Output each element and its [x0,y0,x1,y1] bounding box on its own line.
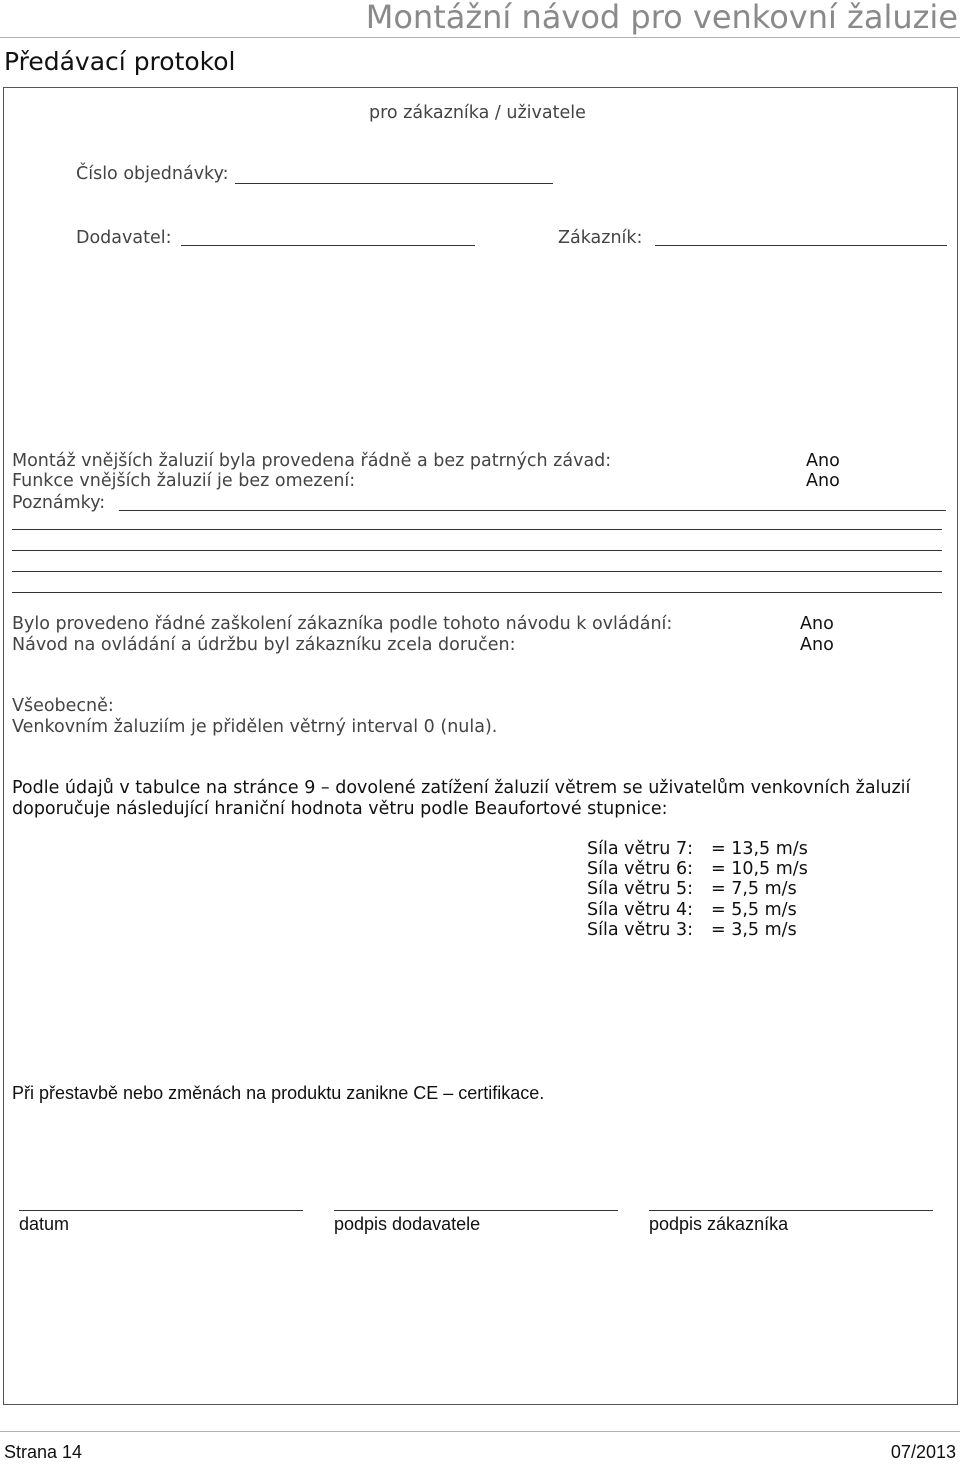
wind-force-label: Síla větru 6: [587,859,693,879]
check-manual-label: Návod na ovládání a údržbu byl zákazníku zcela doručen: [12,635,516,655]
wind-speed-value: = 5,5 m/s [711,900,797,920]
check-installation-value: Ano [806,451,840,471]
footer-rule [0,1431,960,1432]
supplier-signature-label: podpis dodavatele [334,1214,481,1234]
wind-speed-value: = 7,5 m/s [711,879,797,899]
header-rule [0,37,960,38]
notes-line[interactable] [12,592,942,593]
wind-force-label: Síla větru 4: [587,900,693,920]
wind-speed-value: = 13,5 m/s [711,839,808,859]
customer-label: Zákazník: [558,228,643,248]
check-function-label: Funkce vnějších žaluzií je bez omezení: [12,471,356,491]
check-installation-label: Montáž vnějších žaluzií byla provedena řádně a bez patrných závad: [12,451,612,471]
date-signature-line[interactable] [19,1210,303,1211]
check-training-value: Ano [800,614,834,634]
wind-paragraph-line2: doporučuje následující hraniční hodnota větru podle Beaufortové stupnice: [12,799,668,819]
check-manual-value: Ano [800,635,834,655]
form-subtitle: pro zákazníka / uživatele [369,103,586,123]
notes-line[interactable] [12,550,942,551]
notes-label: Poznámky: [12,493,106,513]
page-number: Strana 14 [4,1442,83,1462]
general-heading: Všeobecně: [12,696,114,716]
section-title: Předávací protokol [4,47,236,76]
order-number-field[interactable] [235,183,553,184]
supplier-label: Dodavatel: [76,228,172,248]
wind-speed-value: = 10,5 m/s [711,859,808,879]
wind-speed-value: = 3,5 m/s [711,920,797,940]
check-training-label: Bylo provedeno řádné zaškolení zákazníka podle tohoto návodu k ovládání: [12,614,673,634]
general-text: Venkovním žaluziím je přidělen větrný interval 0 (nula). [12,717,498,737]
wind-force-label: Síla větru 3: [587,920,693,940]
footer-date: 07/2013 [890,1442,956,1462]
wind-force-label: Síla větru 7: [587,839,693,859]
customer-field[interactable] [655,245,947,246]
document-title: Montážní návod pro venkovní žaluzie [365,0,958,36]
customer-signature-line[interactable] [649,1210,933,1211]
order-number-label: Číslo objednávky: [76,164,229,184]
notes-line[interactable] [12,529,942,530]
wind-force-label: Síla větru 5: [587,879,693,899]
check-function-value: Ano [806,471,840,491]
customer-signature-label: podpis zákazníka [649,1214,789,1234]
date-signature-label: datum [19,1214,70,1234]
protocol-frame [3,87,958,1405]
ce-note: Při přestavbě nebo změnách na produktu zanikne CE – certifikace. [12,1083,545,1103]
wind-paragraph-line1: Podle údajů v tabulce na stránce 9 – dovolené zatížení žaluzií větrem se uživatelům venkovních žaluzií [12,778,911,798]
supplier-field[interactable] [181,245,475,246]
notes-line[interactable] [119,510,946,511]
supplier-signature-line[interactable] [334,1210,618,1211]
notes-line[interactable] [12,571,942,572]
